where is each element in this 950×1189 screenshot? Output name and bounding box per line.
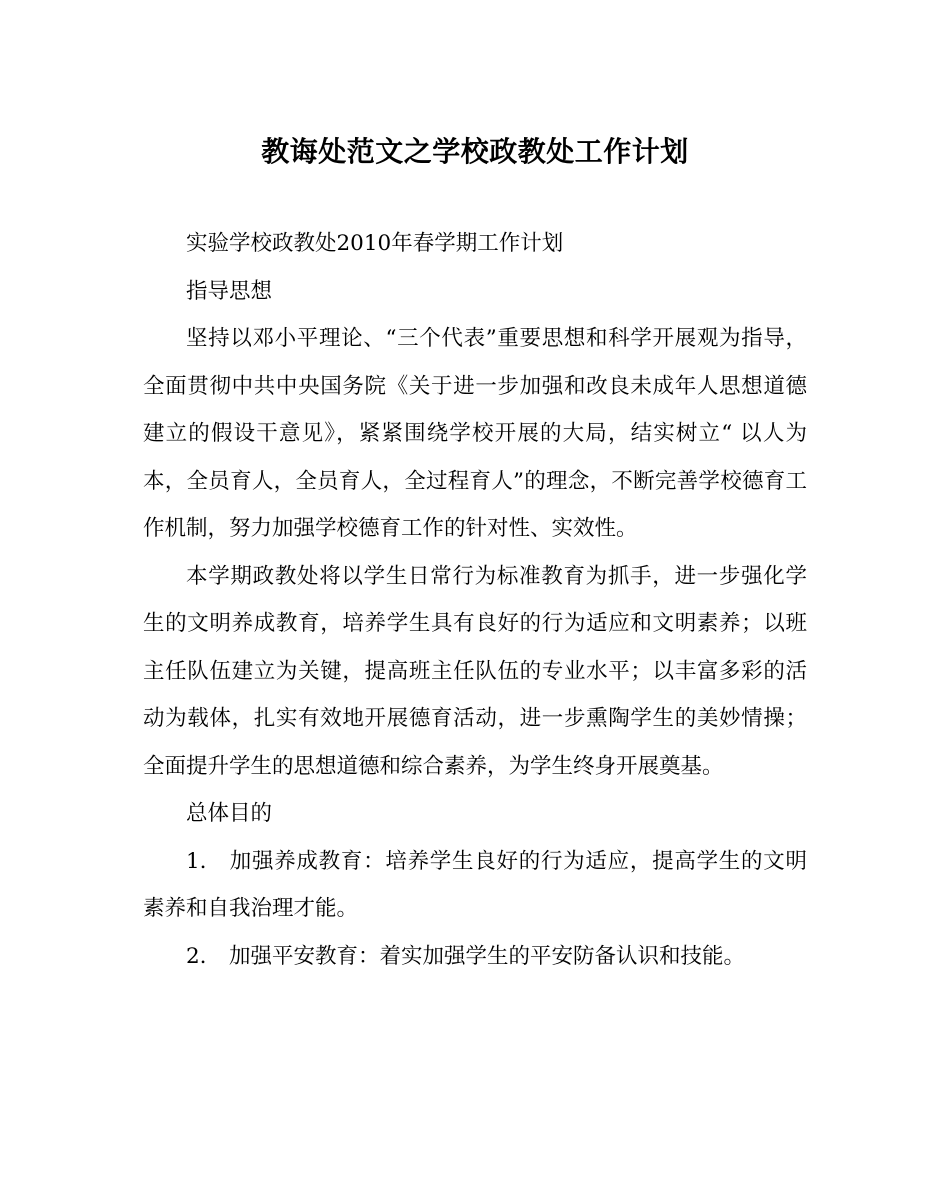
heading-guiding-ideology: 指导思想 <box>186 278 273 304</box>
subtitle: 实验学校政教处2010年春学期工作计划 <box>186 231 564 256</box>
paragraph-guiding-ideology: 坚持以邓小平理论、“三个代表”重要思想和科学开展观为指导，全面贯彻中共中央国务院《关于进一步加强和改良未成年人思想道德建立的假设干意见》，紧紧围绕学校开展的大局，结实树立“ 以人为本，全员育人，全员育人，全过程育人”的理念，不断完善学校德育工作机制，努力加强学校德育工作的针对性、实效性。 <box>143 326 807 541</box>
goal-item-2 <box>143 933 807 981</box>
goal-text-2: 加强平安教育：着实加强学生的平安防备认识和技能。 <box>229 943 746 969</box>
document-title: 教诲处范文之学校政教处工作计划 <box>261 135 689 168</box>
paragraph-semester-plan: 本学期政教处将以学生日常行为标准教育为抓手，进一步强化学生的文明养成教育，培养学生具有良好的行为适应和文明素养；以班主任队伍建立为关键，提高班主任队伍的专业水平；以丰富多彩的活动为载体，扎实有效地开展德育活动，进一步熏陶学生的美妙情操；全面提升学生的思想道德和综合素养，为学生终身开展奠基。 <box>143 563 807 779</box>
goal-number-1: 1. <box>186 848 207 874</box>
goal-number-2: 2. <box>186 943 207 969</box>
heading-overall-goals: 总体目的 <box>186 801 273 826</box>
goal-item-1 <box>143 838 807 933</box>
goal-text-1: 加强养成教育：培养学生良好的行为适应，提高学生的文明素养和自我治理才能。 <box>143 848 807 921</box>
document-body <box>143 220 807 980</box>
